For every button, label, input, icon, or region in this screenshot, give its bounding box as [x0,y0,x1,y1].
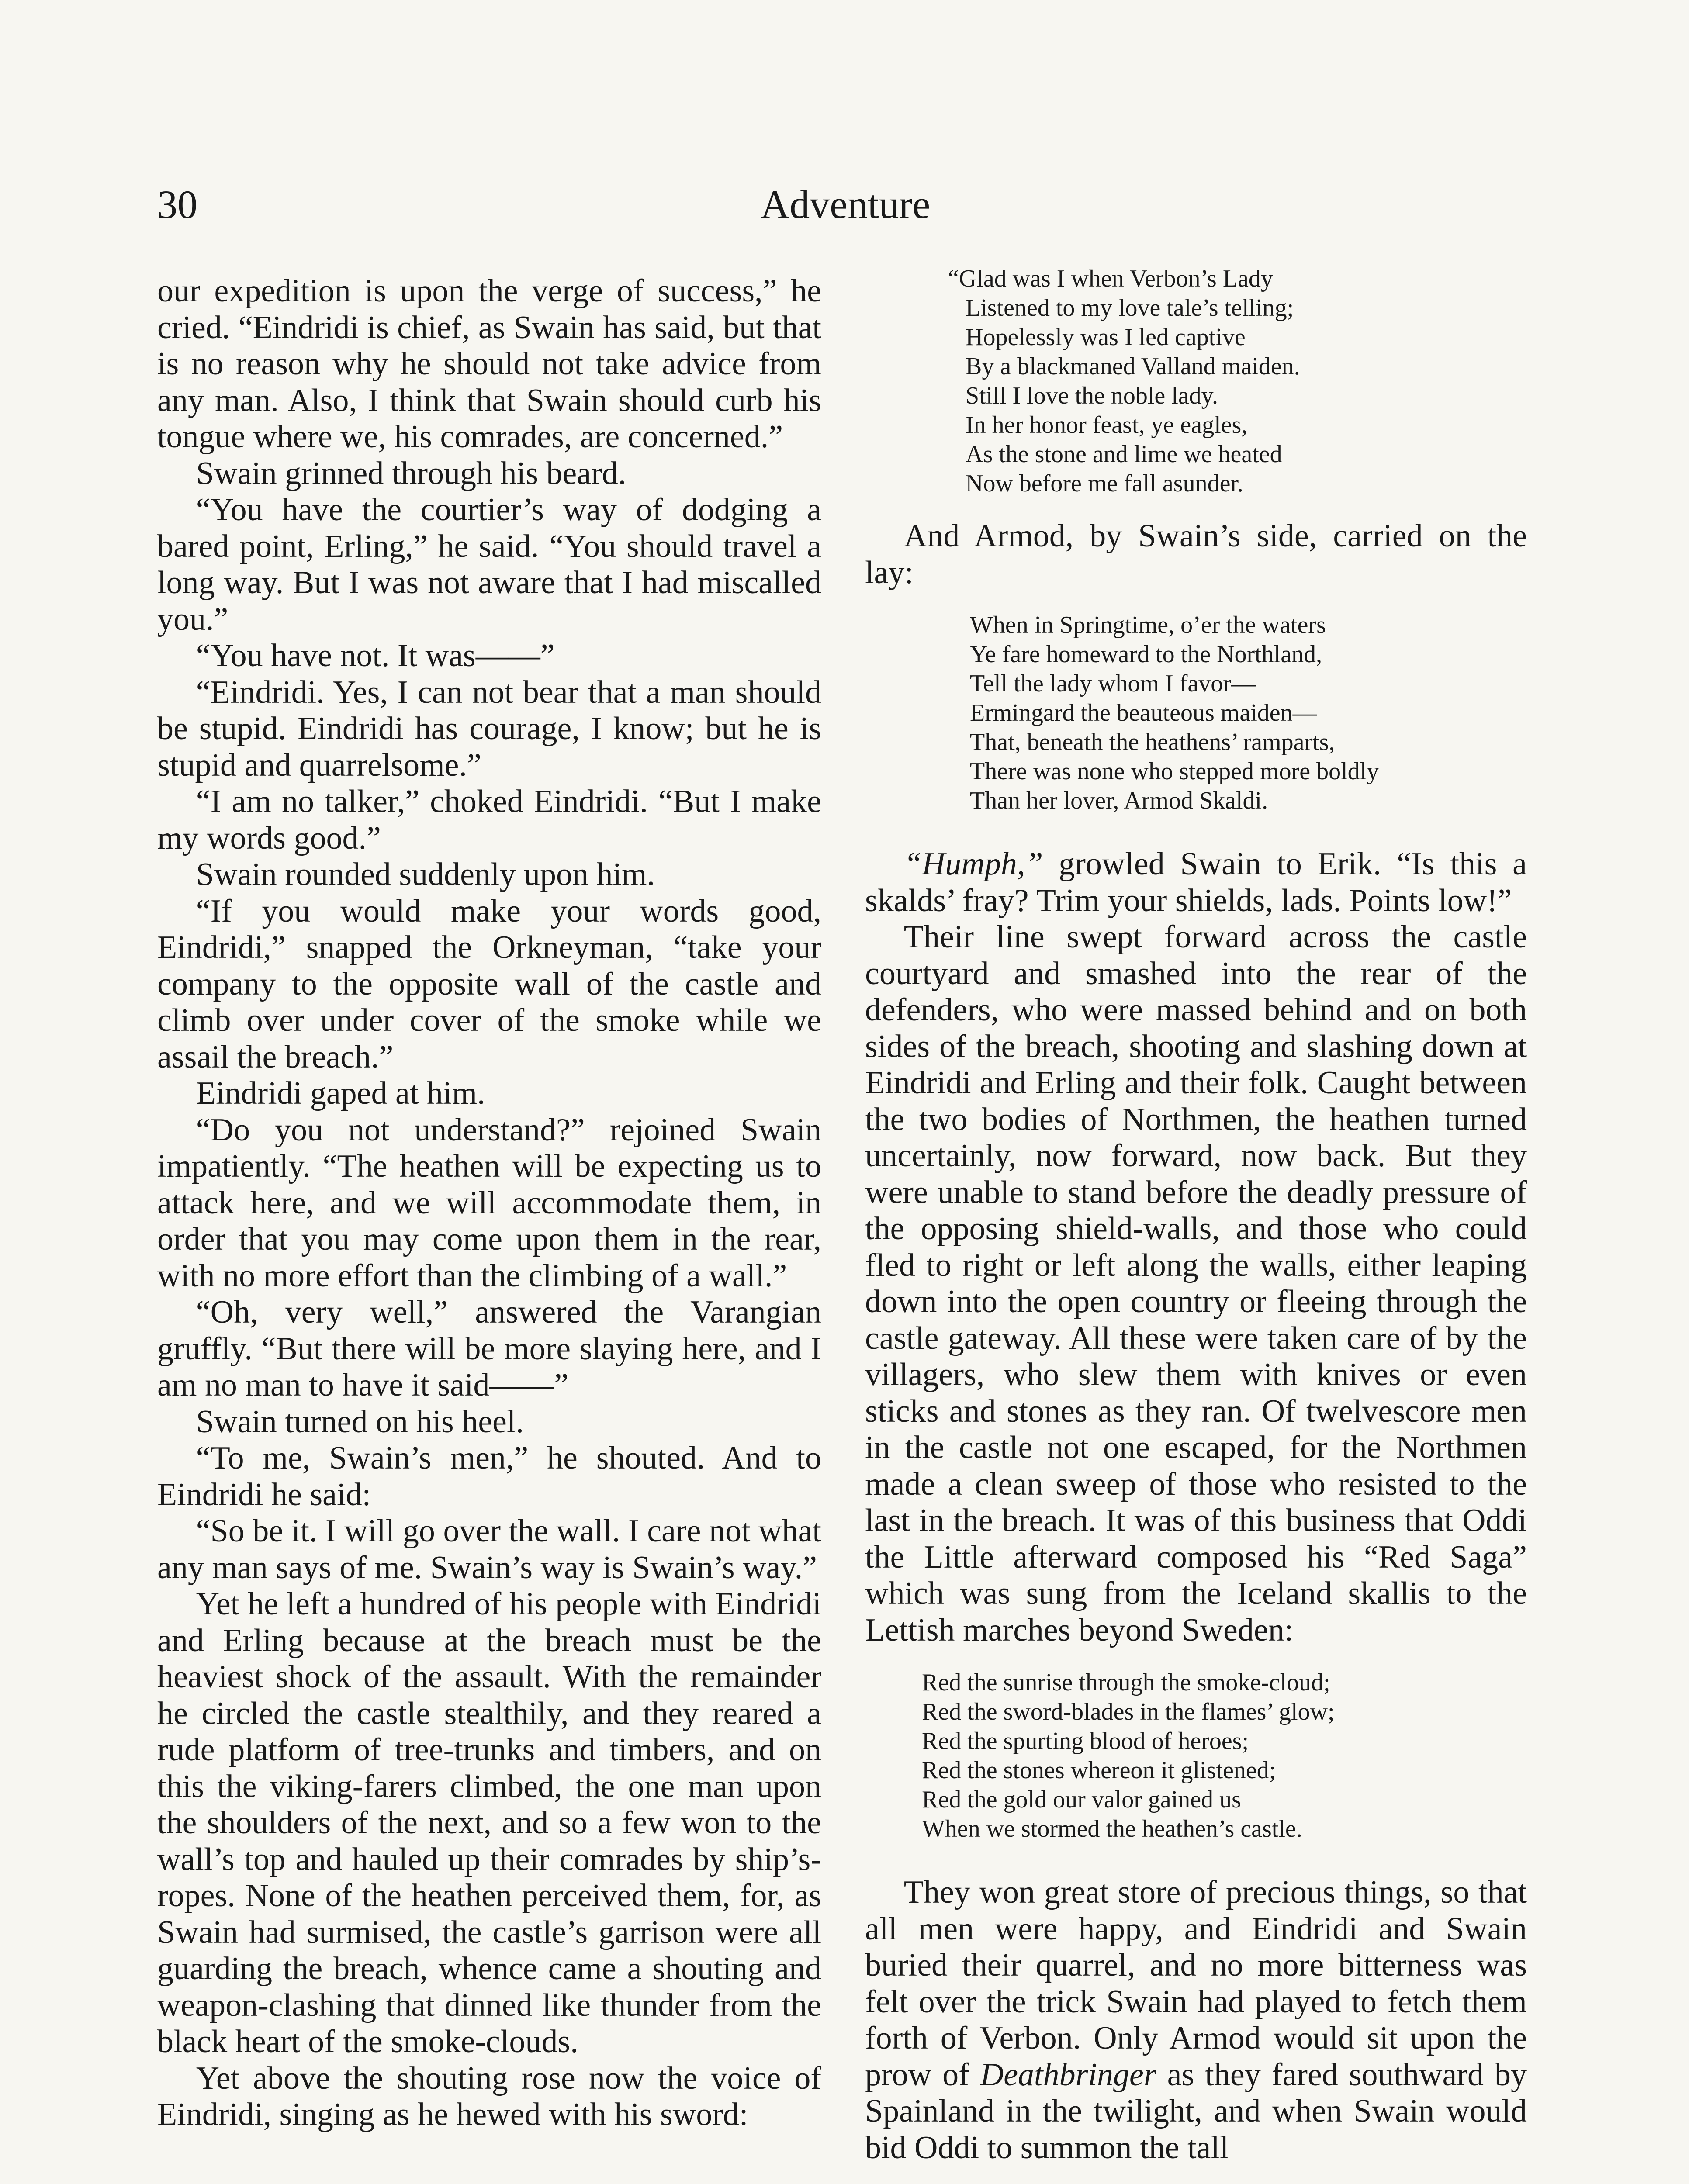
paragraph: “Eindridi. Yes, I can not bear that a man should be stupid. Eindridi has courage, I know; but he is stupid and quarrelsome.” [157,674,821,783]
paragraph: “You have the courtier’s way of dodging a bared point, Erling,” he said. “You should travel a long way. But I was not aware that I had miscalled you.” [157,492,821,637]
paragraph-text: growled Swain to Erik. “Is this a skalds’ fray? Trim your shields, lads. Points low!” [865,846,1527,919]
paragraph [865,1874,1527,2166]
verse-line: As the stone and lime we heated [966,441,1282,468]
verse-line: Listened to my love tale’s telling; [966,294,1294,321]
verse-line: Red the sword-blades in the flames’ glow; [922,1698,1335,1725]
paragraph: And Armod, by Swain’s side, carried on the lay: [865,518,1527,591]
verse-line: “Glad was I when Verbon’s Lady [948,265,1273,292]
paragraph: “So be it. I will go over the wall. I care not what any man says of me. Swain’s way is Swain’s way.” [157,1513,821,1586]
paragraph-text: They won great store of precious things, so that all men were happy, and Eindridi and Swain buried their quarrel, and no more bitterness was felt over the trick Swain had played to fetch them forth of Verbon. Only Armod would sit upon the prow of [865,1874,1527,2093]
paragraph: Swain grinned through his beard. [196,455,626,491]
paragraph: Yet he left a hundred of his people with Eindridi and Erling because at the breach must be the heaviest shock of the assault. With the remainder he circled the castle stealthily, and they reared a rude platform of tree-trunks and timbers, and on this the viking-farers climbed, the one man upon the shoulders of the next, and so a few won to the wall’s top and hauled up their comrades by ship’s-ropes. None of the heathen perceived them, for, as Swain had surmised, the castle’s garrison were all guarding the breach, whence came a shouting and weapon-clashing that dinned like thunder from the black heart of the smoke-clouds. [157,1586,821,2060]
paragraph: our expedition is upon the verge of success,” he cried. “Eindridi is chief, as Swain has said, but that is no reason why he should not take advice from any man. Also, I think that Swain should curb his tongue where we, his comrades, are concerned.” [157,273,821,455]
verse-eindridi [948,264,1527,498]
humph-italic: “Humph,” [903,846,1043,882]
verse-line: That, beneath the heathens’ ramparts, [970,729,1335,756]
paragraph: “Do you not understand?” rejoined Swain impatiently. “The heathen will be expecting us to attack here, and we will accommodate them, in order that you may come upon them in the rear, with no more effort than the climbing of a wall.” [157,1112,821,1294]
right-column [865,264,1527,2166]
verse-line: When we stormed the heathen’s castle. [922,1815,1302,1842]
verse-line: Than her lover, Armod Skaldi. [970,787,1268,814]
verse-line: Ermingard the beauteous maiden— [970,699,1317,726]
verse-line: When in Springtime, o’er the waters [970,612,1326,639]
paragraph-text: as they fared southward by Spainland in the twilight, and when Swain would bid Oddi to summon the tall [865,2056,1527,2166]
paragraph: Yet above the shouting rose now the voice of Eindridi, singing as he hewed with his sword: [157,2060,821,2132]
verse-line: By a blackmaned Valland maiden. [966,353,1300,380]
page-header [157,178,1533,231]
verse-line: Still I love the noble lady. [966,382,1218,409]
verse-line: Tell the lady whom I favor— [970,670,1256,697]
paragraph [865,846,1527,919]
verse-line: Now before me fall asunder. [966,470,1243,497]
left-column [157,273,821,2133]
ship-name-italic: Deathbringer [980,2056,1156,2093]
verse-armod [970,611,1527,816]
paragraph: Swain turned on his heel. [196,1403,524,1440]
verse-line: There was none who stepped more boldly [970,758,1379,785]
verse-line: Hopelessly was I led captive [966,324,1246,351]
verse-line: Red the spurting blood of heroes; [922,1728,1249,1755]
verse-line: In her honor feast, ye eagles, [966,411,1248,439]
verse-line: Ye fare homeward to the Northland, [970,641,1322,668]
paragraph: “Oh, very well,” answered the Varangian gruffly. “But there will be more slaying here, and I am no man to have it said——” [157,1294,821,1403]
verse-line: Red the sunrise through the smoke-cloud; [922,1669,1330,1696]
page-number: 30 [157,182,197,227]
paragraph: Their line swept forward across the castle courtyard and smashed into the rear of the defenders, who were massed behind and on both sides of the breach, shooting and slashing down at Eindridi and Erling and their folk. Caught between the two bodies of Northmen, the heathen turned uncertainly, now forward, now back. But they were unable to stand before the deadly pressure of the opposing shield-walls, and those who could fled to right or left along the walls, either leaping down into the open country or fleeing through the castle gateway. All these were taken care of by the villagers, who slew them with knives or even sticks and stones as they ran. Of twelvescore men in the castle not one escaped, for the Northmen made a clean sweep of those who resisted to the last in the breach. It was of this business that Oddi the Little afterward composed his “Red Saga” which was sung from the Iceland skallis to the Lettish marches beyond Sweden: [865,919,1527,1648]
paragraph: “You have not. It was——” [196,638,555,674]
running-title: Adventure [760,182,931,227]
paragraph: “I am no talker,” choked Eindridi. “But I make my words good.” [157,784,821,856]
verse-line: Red the gold our valor gained us [922,1786,1241,1813]
paragraph: “If you would make your words good, Eindridi,” snapped the Orkneyman, “take your company to the opposite wall of the castle and climb over under cover of the smoke while we assail the breach.” [157,893,821,1075]
paragraph: Swain rounded suddenly upon him. [196,857,655,892]
paragraph: “To me, Swain’s men,” he shouted. And to Eindridi he said: [157,1440,821,1513]
verse-line: Red the stones whereon it glistened; [922,1757,1276,1784]
paragraph: Eindridi gaped at him. [196,1075,485,1111]
verse-red-saga [922,1668,1527,1844]
